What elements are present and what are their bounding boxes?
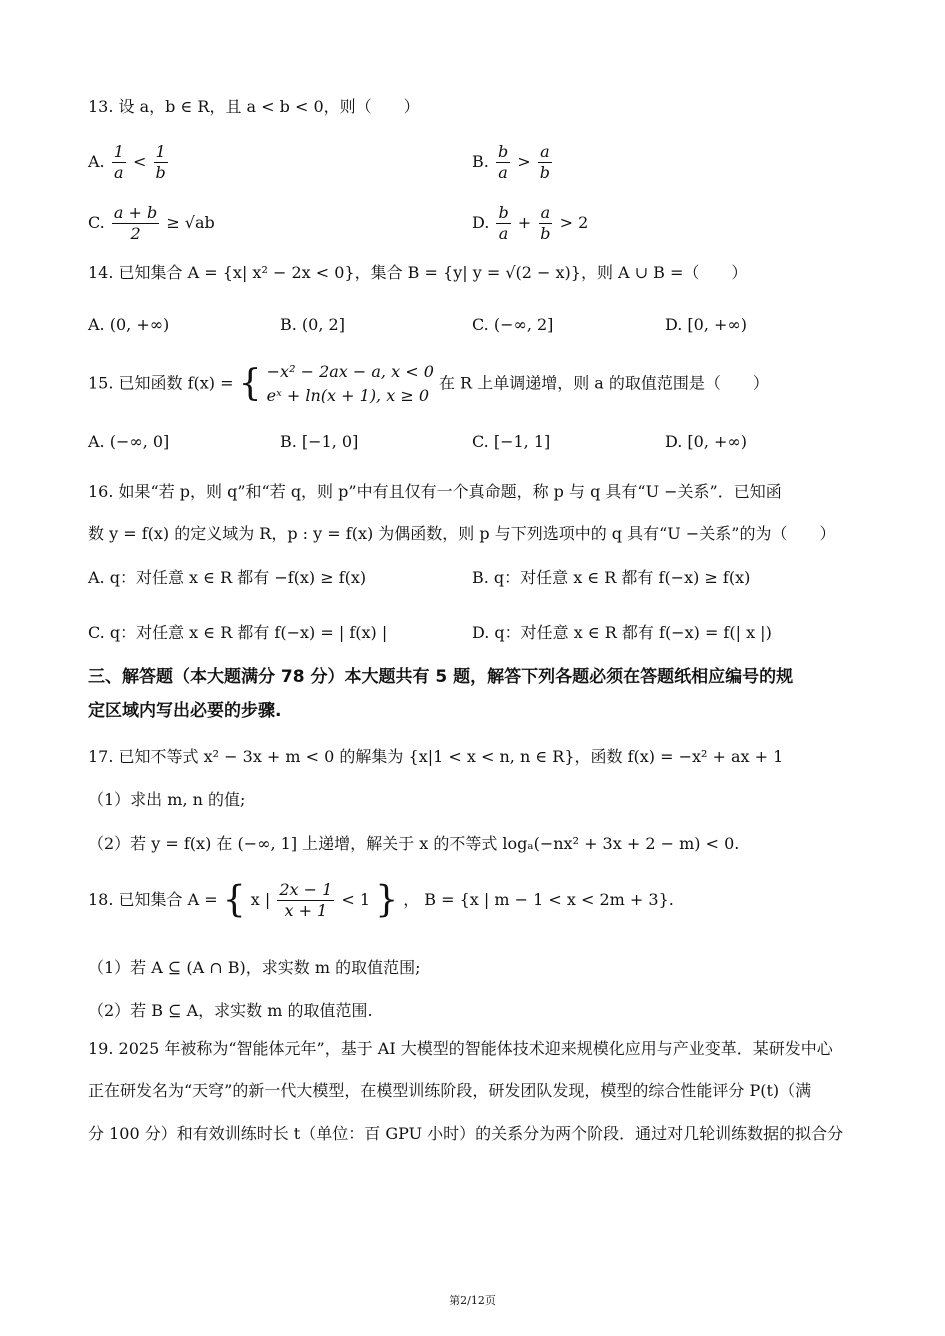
q16-line-2: 数 y = f(x) 的定义域为 R，p : y = f(x) 为偶函数，则 p 与下列选项中的 q 具有“U −关系”的为（ ） xyxy=(88,524,836,543)
page-number: 第2/12页 xyxy=(449,1294,496,1307)
q16-option-a: A. q：对任意 x ∈ R 都有 −f(x) ≥ f(x) xyxy=(88,568,367,587)
left-brace: { xyxy=(222,879,246,921)
fraction: $\frac{1}{a}$ xyxy=(113,142,124,182)
option-label: D. xyxy=(472,213,490,232)
q15-option-c: C. [−1, 1] xyxy=(472,432,551,451)
option-label: B. xyxy=(472,152,489,171)
q15-option-a: A. (−∞, 0] xyxy=(88,432,170,451)
q14-option-b: B. (0, 2] xyxy=(280,315,345,334)
q16-option-b: B. q：对任意 x ∈ R 都有 f(−x) ≥ f(x) xyxy=(472,568,751,587)
fraction: $\frac{a}{b}$ xyxy=(540,203,551,243)
fraction: $\frac{b}{a}$ xyxy=(498,203,509,243)
fraction: $\frac{b}{a}$ xyxy=(497,142,509,182)
q16-option-c: C. q：对任意 x ∈ R 都有 f(−x) = | f(x) | xyxy=(88,623,388,642)
q13-stem: 13. 设 a，b ∈ R，且 a < b < 0，则（ ） xyxy=(88,97,420,116)
section-heading: 三、解答题（本大题满分 78 分）本大题共有 5 题，解答下列各题必须在答题纸相应编号的规 定区域内写出必要的步骤. xyxy=(88,667,794,721)
q18-part-1: （1）若 A ⊆ (A ∩ B)，求实数 m 的取值范围; xyxy=(88,958,421,977)
q13-option-d: D. $\frac{b}{a}$ + $\frac{a}{b}$ > 2 xyxy=(472,203,589,243)
q14-option-c: C. (−∞, 2] xyxy=(472,315,554,334)
q19-line-2: 正在研发名为“天穹”的新一代大模型，在模型训练阶段，研发团队发现，模型的综合性能评分 P(t)（满 xyxy=(88,1081,812,1100)
q16-option-d: D. q：对任意 x ∈ R 都有 f(−x) = f(| x |) xyxy=(472,623,772,642)
q19-line-3: 分 100 分）和有效训练时长 t（单位：百 GPU 小时）的关系分为两个阶段．通过对几轮训练数据的拟合分 xyxy=(88,1124,844,1143)
q19-line-1: 19. 2025 年被称为“智能体元年”，基于 AI 大模型的智能体技术迎来规模化应用与产业变革．某研发中心 xyxy=(88,1039,833,1058)
fraction: $\frac{2x - 1}{x + 1}$ xyxy=(279,880,333,920)
q14-stem: 14. 已知集合 A = {x| x² − 2x < 0}，集合 B = {y| y = √(2 − x)}，则 A ∪ B =（ ） xyxy=(88,263,748,282)
piecewise-cases: −x² − 2ax − a, x < 0 eˣ + ln(x + 1), x ≥ 0 xyxy=(266,362,434,405)
q18-stem: 18. 已知集合 A = { x | $\frac{2x - 1}{x + 1}$ < 1 } ， B = {x | m − 1 < x < 2m + 3}. xyxy=(88,879,674,921)
left-brace: { xyxy=(238,363,262,404)
q15-stem: 15. 已知函数 f(x) = { −x² − 2ax − a, x < 0 eˣ + ln(x + 1), x ≥ 0 在 R 上单调递增，则 a 的取值范围是（ ） xyxy=(88,360,769,408)
right-brace: } xyxy=(375,879,399,921)
fraction: $\frac{a + b}{2}$ xyxy=(113,203,158,243)
q17-part-1: （1）求出 m, n 的值; xyxy=(88,790,246,809)
q17-part-2: （2）若 y = f(x) 在 (−∞, 1] 上递增，解关于 x 的不等式 logₐ(−nx² + 3x + 2 − m) < 0. xyxy=(88,834,740,853)
q16-line-1: 16. 如果“若 p，则 q”和“若 q，则 p”中有且仅有一个真命题，称 p 与 q 具有“U −关系”．已知函 xyxy=(88,482,782,501)
q17-stem: 17. 已知不等式 x² − 3x + m < 0 的解集为 {x|1 < x < n, n ∈ R}，函数 f(x) = −x² + ax + 1 xyxy=(88,747,784,766)
fraction: $\frac{a}{b}$ xyxy=(539,142,551,182)
q15-option-b: B. [−1, 0] xyxy=(280,432,359,451)
q13-option-c: C. $\frac{a + b}{2}$ ≥ √ab xyxy=(88,203,215,243)
option-label: C. xyxy=(88,213,105,232)
q18-part-2: （2）若 B ⊆ A，求实数 m 的取值范围. xyxy=(88,1001,373,1020)
q14-option-d: D. [0, +∞) xyxy=(665,315,747,334)
q13-option-a: A. $\frac{1}{a}$ < $\frac{1}{b}$ xyxy=(88,142,166,182)
option-label: A. xyxy=(88,152,105,171)
q14-option-a: A. (0, +∞) xyxy=(88,315,170,334)
q15-option-d: D. [0, +∞) xyxy=(665,432,747,451)
fraction: $\frac{1}{b}$ xyxy=(155,142,166,182)
q13-option-b: B. $\frac{b}{a}$ > $\frac{a}{b}$ xyxy=(472,142,551,182)
